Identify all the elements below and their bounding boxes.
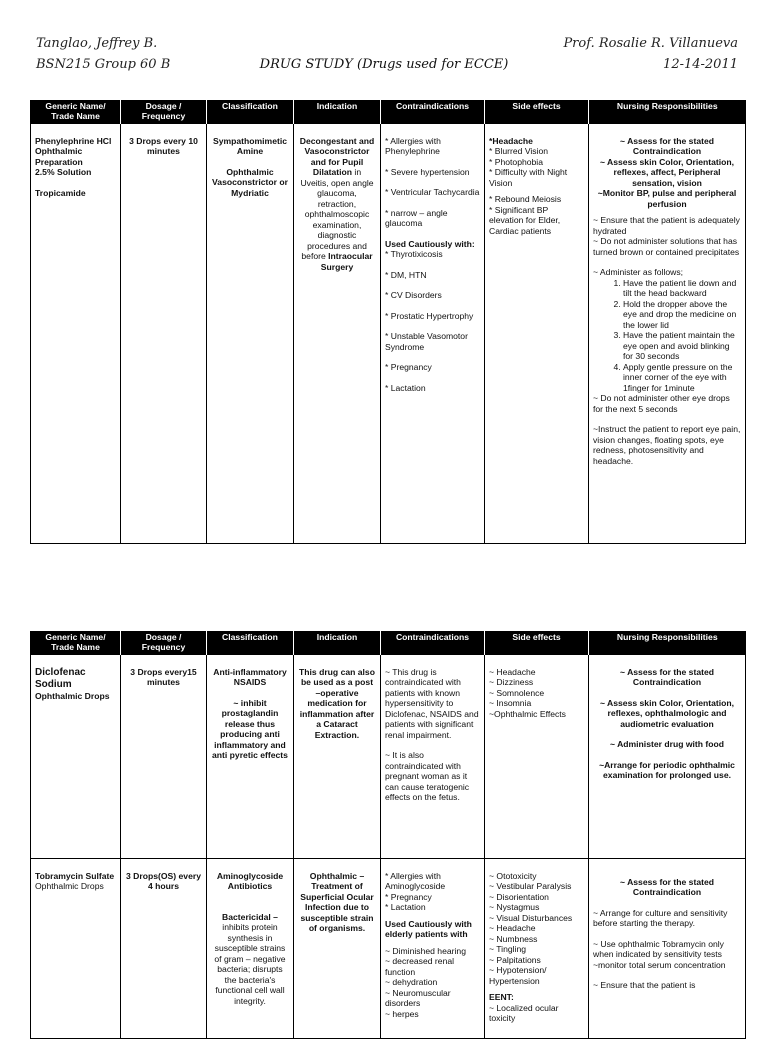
drug-table-2 (30, 631, 746, 1039)
name-line: Ophthalmic (35, 146, 83, 157)
contra-item: * Unstable Vasomotor Syndrome (385, 331, 468, 352)
side-effect-item: * Blurred Vision (489, 146, 549, 157)
classification-bold: Bactericidal – (222, 911, 278, 922)
trade-name: Ophthalmic Drops (35, 881, 104, 892)
step-item: 1. Have the patient lie down and tilt the head backward (623, 278, 741, 299)
nursing-item: ~ Assess for the stated Contraindication (619, 666, 714, 688)
nursing-item: ~ Assess for the stated Contraindication (619, 876, 714, 898)
nursing-item: ~ Use ophthalmic Tobramycin only when indicated by sensitivity tests (593, 938, 724, 960)
side-effects-cell (485, 654, 589, 858)
side-effect-item: ~ Dizziness (489, 677, 534, 688)
generic-name-cell (31, 123, 121, 543)
step-item: 3. Have the patient maintain the eye open and avoid blinking for 30 seconds (623, 330, 741, 361)
table-row (31, 654, 746, 858)
classification-text: Aminoglycoside Antibiotics (216, 870, 284, 892)
side-effect-item: ~ Localized ocular toxicity (489, 1002, 559, 1024)
classification-text: Anti-inflammatory NSAIDS (213, 666, 287, 688)
contraindications-cell (381, 858, 485, 1038)
name-line: Preparation (35, 156, 83, 167)
contra-item: * Lactation (385, 382, 426, 393)
contra-item: ~ Neuromuscular disorders (385, 987, 451, 1009)
contra-item: * DM, HTN (385, 269, 427, 280)
col-generic-name: Generic Name/ Trade Name (31, 100, 121, 123)
contra-item: * Prostatic Hypertrophy (385, 310, 474, 321)
side-effect-item: ~ Vestibular Paralysis (489, 881, 572, 892)
classification-cell (207, 858, 294, 1038)
indication-bold: Intraocular Surgery (320, 251, 373, 272)
dosage-cell: 3 Drops(OS) every 4 hours (121, 858, 207, 1038)
date-label: 12-14-2011 (663, 57, 738, 72)
indication-cell: Ophthalmic – Treatment of Superficial Ocular Infection due to susceptible strain of organisms. (294, 858, 381, 1038)
nursing-item: ~ Do not administer solutions that has turned brown or contained precipitates (593, 236, 740, 257)
side-effect-item: * Photophobia (489, 156, 543, 167)
table-header-row (31, 100, 746, 123)
contra-item: ~ herpes (385, 1008, 419, 1019)
col-contraindications: Contraindications (381, 100, 485, 123)
contra-item: * Allergies with Phenylephrine (385, 135, 441, 157)
dosage-cell: 3 Drops every15 minutes (121, 654, 207, 858)
classification-text: Ophthalmic Vasoconstrictor or Mydriatic (212, 166, 288, 198)
indication-cell: This drug can also be used as a post –operative medication for inflammation after a Cataract Extraction. (294, 654, 381, 858)
contra-item: * Pregnancy (385, 362, 432, 373)
classification-cell (207, 123, 294, 543)
page-title: DRUG STUDY (Drugs used for ECCE) (259, 57, 509, 72)
side-effect-item: * Significant BP elevation for Elder, Cardiac patients (489, 204, 561, 236)
contraindications-cell (381, 654, 485, 858)
side-effect-item: ~ Disorientation (489, 891, 549, 902)
generic-name: Tobramycin Sulfate (35, 870, 115, 881)
side-effect-item: * Rebound Meiosis (489, 194, 562, 205)
generic-name-cell (31, 858, 121, 1038)
col-classification: Classification (207, 631, 294, 654)
classification-cell (207, 654, 294, 858)
col-classification: Classification (207, 100, 294, 123)
contra-item: ~ dehydration (385, 977, 438, 988)
professor-name: Prof. Rosalie R. Villanueva (563, 36, 738, 51)
classification-text: inhibits protein synthesis in susceptible strains of gram – negative bacteria; disrupts the bacteria's functional cell wall integrity. (214, 922, 286, 1006)
side-effects-cell (485, 123, 589, 543)
eent-label: EENT: (489, 992, 514, 1003)
col-contraindications: Contraindications (381, 631, 485, 654)
student-name: Tanglao, Jeffrey B. (36, 36, 158, 51)
side-effect-item: ~ Nystagmus (489, 902, 540, 913)
nursing-item: ~ Administer as follows; (593, 267, 684, 278)
trade-name: Ophthalmic Drops (35, 691, 110, 702)
col-side-effects: Side effects (485, 631, 589, 654)
drug-table-1 (30, 100, 746, 544)
table-row (31, 123, 746, 543)
col-indication: Indication (294, 631, 381, 654)
name-line: 2.5% Solution (35, 167, 92, 178)
side-effect-item: ~ Somnolence (489, 687, 545, 698)
side-effect-item: ~ Ototoxicity (489, 870, 537, 881)
contra-item: ~ This drug is contraindicated with patients with known hypersensitivity to Diclofenac, NSAIDS and patients with significant renal impairment. (385, 666, 479, 740)
col-indication: Indication (294, 100, 381, 123)
contra-item: * Thyrotixicosis (385, 249, 443, 260)
side-effect-item: ~ Palpitations (489, 954, 541, 965)
contra-item: * Pregnancy (385, 891, 432, 902)
table-row (31, 858, 746, 1038)
side-effect-item: ~ Tingling (489, 944, 527, 955)
nursing-item: ~Monitor BP, pulse and peripheral perfusion (597, 188, 737, 209)
side-effect-item: ~ Insomnia (489, 698, 532, 709)
generic-name-cell (31, 654, 121, 858)
col-generic-name: Generic Name/ Trade Name (31, 631, 121, 654)
dosage-cell: 3 Drops every 10 minutes (121, 123, 207, 543)
caution-label: Used Cautiously with elderly patients with (385, 918, 472, 940)
step-item: 4. Apply gentle pressure on the inner corner of the eye with 1finger for 1minute (623, 362, 741, 393)
nursing-item: ~ Ensure that the patient is adequately hydrated (593, 215, 740, 236)
side-effect-item: ~ Headache (489, 923, 536, 934)
contra-item: ~ Diminished hearing (385, 945, 466, 956)
classification-text: Sympathomimetic Amine (212, 135, 288, 157)
nursing-item: ~Arrange for periodic ophthalmic examination for prolonged use. (599, 759, 735, 781)
nursing-item: ~ Do not administer other eye drops for the next 5 seconds (593, 393, 730, 414)
contra-item: * Severe hypertension (385, 166, 470, 177)
nursing-item: ~ Ensure that the patient is (593, 980, 696, 991)
side-effect-item: *Headache (489, 135, 533, 146)
contraindications-cell (381, 123, 485, 543)
side-effect-item: * Difficulty with Night Vision (489, 167, 568, 188)
step-item: 2. Hold the dropper above the eye and drop the medicine on the lower lid (623, 299, 741, 330)
col-nursing: Nursing Responsibilities (589, 100, 746, 123)
contra-item: ~ decreased renal function (385, 956, 455, 977)
col-dosage: Dosage / Frequency (121, 100, 207, 123)
col-nursing: Nursing Responsibilities (589, 631, 746, 654)
side-effect-item: ~ Headache (489, 666, 536, 677)
administration-steps (593, 278, 741, 393)
contra-item: * narrow – angle glaucoma (385, 207, 448, 229)
contra-item: * Ventricular Tachycardia (385, 187, 480, 198)
nursing-item: ~ Assess for the stated Contraindication (619, 135, 714, 157)
indication-text: in Uveitis, open angle glaucoma, retraction, ophthalmoscopic examination, diagnostic procedures and before (300, 167, 374, 262)
classification-text: ~ inhibit prostaglandin release thus producing anti inflammatory and anti pyretic effects (212, 697, 288, 761)
nursing-item: ~Instruct the patient to report eye pain, vision changes, floating spots, eye redness, photosensitivity and headache. (593, 424, 741, 466)
side-effect-item: ~ Hypotension/ Hypertension (489, 965, 547, 986)
nursing-item: ~ Assess skin Color, Orientation, reflexes, ophthalmologic and audiometric evaluation (599, 697, 735, 729)
indication-bold: Decongestant and Vasoconstrictor and for Pupil Dilatation (299, 135, 375, 178)
name-line: Tropicamide (35, 187, 86, 198)
contra-item: ~ It is also contraindicated with pregnant woman as it can cause teratogenic effects on the fetus. (385, 750, 470, 803)
table-header-row (31, 631, 746, 654)
col-side-effects: Side effects (485, 100, 589, 123)
contra-item: * CV Disorders (385, 290, 442, 301)
side-effect-item: ~ Visual Disturbances (489, 912, 573, 923)
contra-item: * Allergies with Aminoglycoside (385, 870, 446, 892)
nursing-item: ~ Administer drug with food (609, 739, 725, 750)
indication-cell (294, 123, 381, 543)
side-effect-item: ~Ophthalmic Effects (489, 708, 566, 719)
nursing-item: ~ Arrange for culture and sensitivity before starting the therapy. (593, 907, 728, 929)
nursing-cell (589, 858, 746, 1038)
nursing-item: ~ Assess skin Color, Orientation, reflexes, affect, Peripheral sensation, vision (599, 156, 735, 188)
side-effects-cell (485, 858, 589, 1038)
caution-label: Used Cautiously with: (385, 238, 475, 249)
side-effect-item: ~ Numbness (489, 933, 538, 944)
col-dosage: Dosage / Frequency (121, 631, 207, 654)
generic-name: Diclofenac Sodium (35, 666, 86, 691)
nursing-cell (589, 654, 746, 858)
contra-item: * Lactation (385, 902, 426, 913)
nursing-item: ~monitor total serum concentration (593, 959, 726, 970)
nursing-cell (589, 123, 746, 543)
section-label: BSN215 Group 60 B (36, 57, 171, 72)
name-line: Phenylephrine HCl (35, 135, 112, 146)
